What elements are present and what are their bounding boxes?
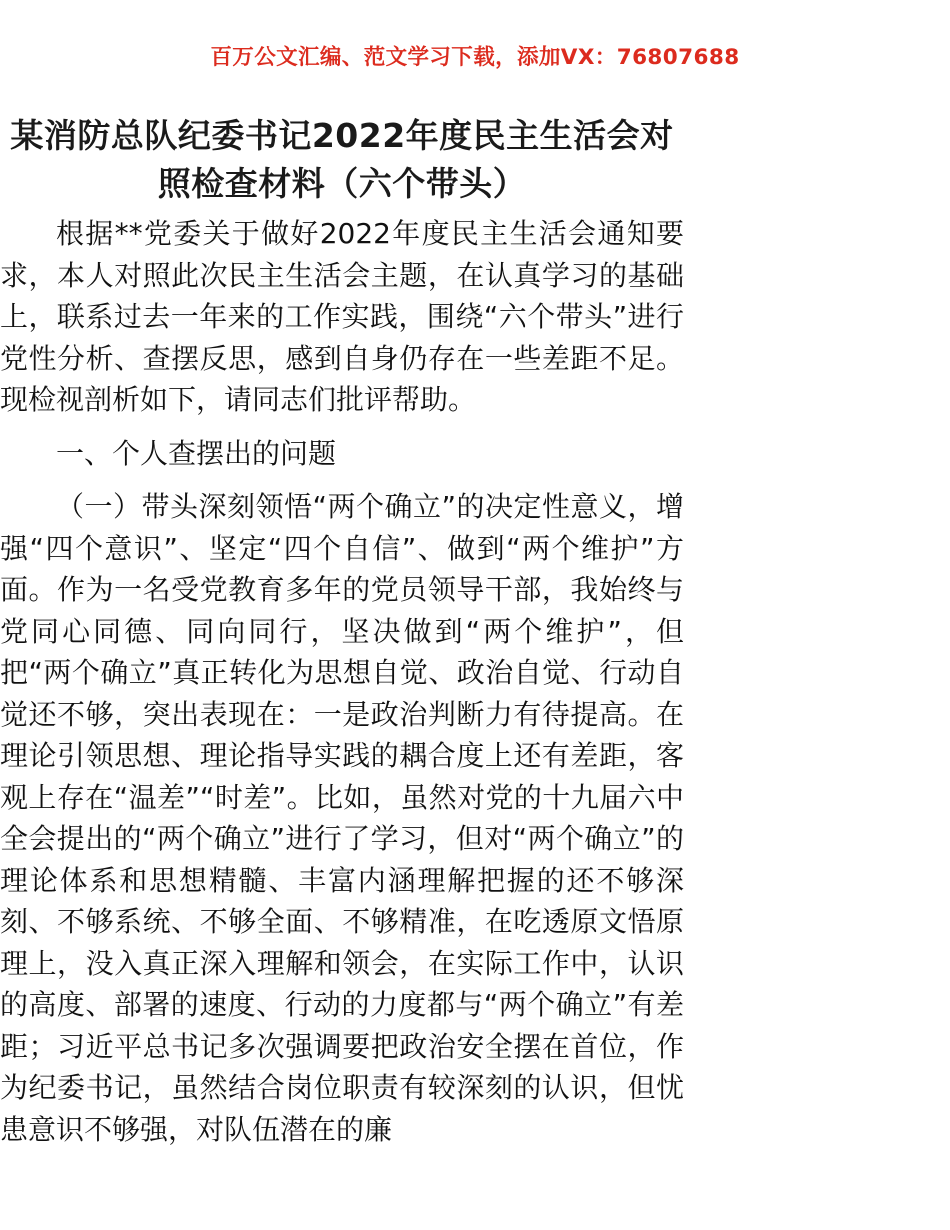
section-heading-one: 一、个人查摆出的问题 — [56, 436, 337, 470]
paragraph-spacer — [0, 474, 684, 486]
promo-banner — [0, 47, 950, 69]
paragraph-item-one: （一）带头深刻领悟“两个确立”的决定性意义，增强“四个意识”、坚定“四个自信”、做到“两个维护”方面。作为一名受党教育多年的党员领导干部，我始终与党同心同德、同向同行，坚决做到“两个维护”，但把“两个确立”真正转化为思想自觉、政治自觉、行动自觉还不够，突出表现在：一是政治判断力有待提高。在理论引领思想、理论指导实践的耦合度上还有差距，客观上存在“温差”“时差”。比如，虽然对党的十九届六中全会提出的“两个确立”进行了学习，但对“两个确立”的理论体系和思想精髓、丰富内涵理解把握的还不够深刻、不够系统、不够全面、不够精准，在吃透原文悟原理上，没入真正深入理解和领会，在实际工作中，认识的高度、部署的速度、行动的力度都与“两个确立”有差距；习近平总书记多次强调要把政治安全摆在首位，作为纪委书记，虽然结合岗位职责有较深刻的认识，但忧患意识不够强，对队伍潜在的廉 — [0, 490, 684, 1146]
paragraph-intro: 根据**党委关于做好2022年度民主生活会通知要求，本人对照此次民主生活会主题，在认真学习的基础上，联系过去一年来的工作实践，围绕“六个带头”进行党性分析、查摆反思，感到自身仍存在一些差距不足。现检视剖析如下，请同志们批评帮助。 — [0, 217, 684, 416]
document-title: 某消防总队纪委书记2022年度民主生活会对照检查材料（六个带头） — [10, 116, 674, 203]
document-content — [0, 213, 684, 1150]
promo-banner-text: 百万公文汇编、范文学习下载，添加VX：76807688 — [210, 45, 740, 70]
paragraph-spacer — [0, 421, 684, 433]
